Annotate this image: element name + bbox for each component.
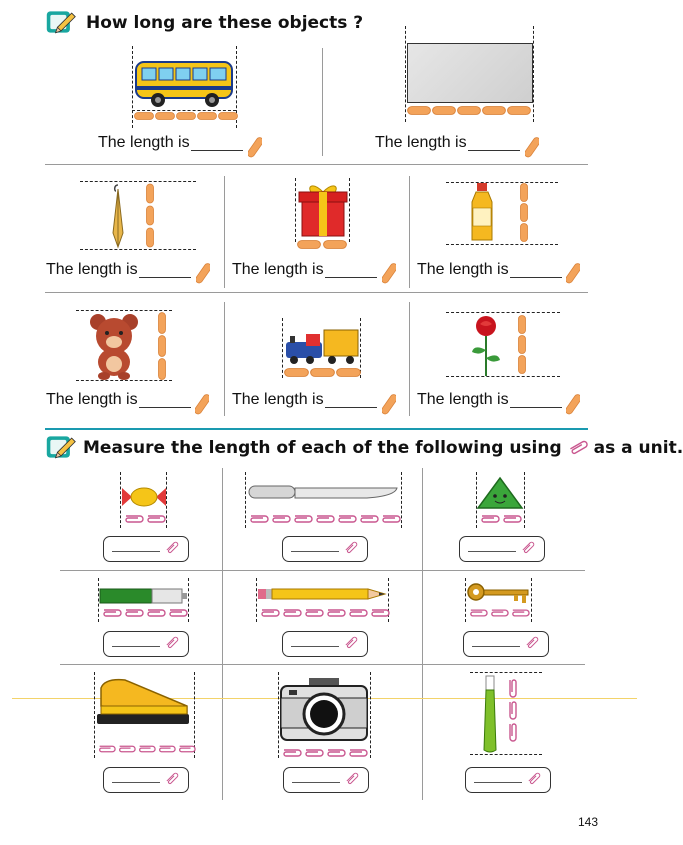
answer-blank[interactable] (325, 277, 377, 278)
divider (409, 176, 410, 288)
paper-clip-icon (161, 768, 184, 791)
divider (224, 176, 225, 288)
answer-blank[interactable] (139, 407, 191, 408)
orange-units (407, 106, 531, 115)
orange-bar-icon (525, 136, 539, 158)
divider (222, 468, 223, 800)
answer-blank[interactable] (510, 407, 562, 408)
paper-clip-icon (517, 537, 540, 560)
orange-bar-icon (566, 393, 580, 415)
answer-box[interactable] (459, 536, 545, 562)
toothbrush-image (478, 674, 502, 754)
paper-clip-icon (341, 768, 364, 791)
length-label: The length is (417, 391, 509, 408)
clip-units (258, 608, 390, 618)
paper-clip-icon (161, 632, 184, 655)
orange-bar-icon (196, 262, 210, 284)
orange-bar-icon (382, 262, 396, 284)
divider (60, 664, 585, 665)
toy-train-image (284, 326, 360, 366)
orange-units (518, 315, 526, 374)
orange-units (520, 183, 528, 242)
orange-bar-icon (195, 393, 209, 415)
section1-title: How long are these objects ? (86, 13, 364, 33)
page-number: 143 (578, 815, 599, 829)
answer-blank[interactable] (510, 277, 562, 278)
paper-clip-icon (340, 632, 363, 655)
answer-box[interactable] (103, 536, 189, 562)
orange-units (146, 183, 154, 248)
juice-bottle-image (466, 182, 498, 244)
answer-box[interactable] (103, 631, 189, 657)
key-image (466, 580, 532, 606)
pencil-notebook-icon (45, 432, 77, 462)
divider (60, 570, 585, 571)
rectangle-image (407, 43, 533, 103)
paper-clip-icon (565, 436, 591, 459)
stapler-image (95, 676, 193, 728)
orange-units (158, 312, 166, 380)
clip-units (100, 608, 188, 618)
knife-image (247, 480, 401, 504)
length-label: The length is (232, 391, 324, 408)
divider (422, 468, 423, 800)
section2-title-end: as a unit. (593, 438, 683, 458)
length-label: The length is (98, 134, 190, 151)
answer-box[interactable] (103, 767, 189, 793)
paper-clip-icon (161, 537, 184, 560)
answer-box[interactable] (463, 631, 549, 657)
length-label: The length is (375, 134, 467, 151)
teddy-bear-image (86, 312, 142, 380)
umbrella-image (110, 183, 126, 249)
answer-blank[interactable] (191, 150, 243, 151)
clip-units (122, 514, 166, 524)
rose-image (468, 314, 504, 376)
section-divider (45, 428, 588, 430)
answer-blank[interactable] (325, 407, 377, 408)
orange-bar-icon (248, 136, 262, 158)
pencil-image (257, 586, 389, 602)
clip-units (247, 514, 401, 524)
orange-units (297, 240, 347, 249)
pencil-notebook-icon (45, 7, 77, 37)
divider (409, 302, 410, 416)
orange-bar-icon (566, 262, 580, 284)
section2-title (83, 438, 683, 458)
paper-clip-icon (521, 632, 544, 655)
answer-box[interactable] (283, 767, 369, 793)
clip-units (467, 608, 530, 618)
triangle-image (476, 476, 524, 510)
length-label: The length is (46, 391, 138, 408)
divider (322, 48, 323, 156)
bus-image (134, 56, 234, 110)
length-label: The length is (46, 261, 138, 278)
length-label: The length is (417, 261, 509, 278)
clip-units (280, 748, 368, 758)
orange-units (134, 112, 238, 120)
answer-box[interactable] (282, 631, 368, 657)
orange-units (284, 368, 361, 377)
answer-blank[interactable] (139, 277, 191, 278)
clip-units (508, 676, 518, 742)
paper-clip-icon (340, 537, 363, 560)
divider (45, 292, 588, 293)
answer-box[interactable] (282, 536, 368, 562)
camera-image (279, 676, 369, 742)
clip-units (478, 514, 522, 524)
battery-image (99, 586, 189, 606)
orange-bar-icon (382, 393, 396, 415)
paper-clip-icon (523, 768, 546, 791)
answer-box[interactable] (465, 767, 551, 793)
divider (45, 164, 588, 165)
answer-blank[interactable] (468, 150, 520, 151)
gift-image (297, 180, 349, 238)
section2-title-start: Measure the length of each of the following using (83, 438, 562, 458)
length-label: The length is (232, 261, 324, 278)
divider (224, 302, 225, 416)
clip-units (96, 744, 196, 754)
candy-image (120, 486, 168, 508)
